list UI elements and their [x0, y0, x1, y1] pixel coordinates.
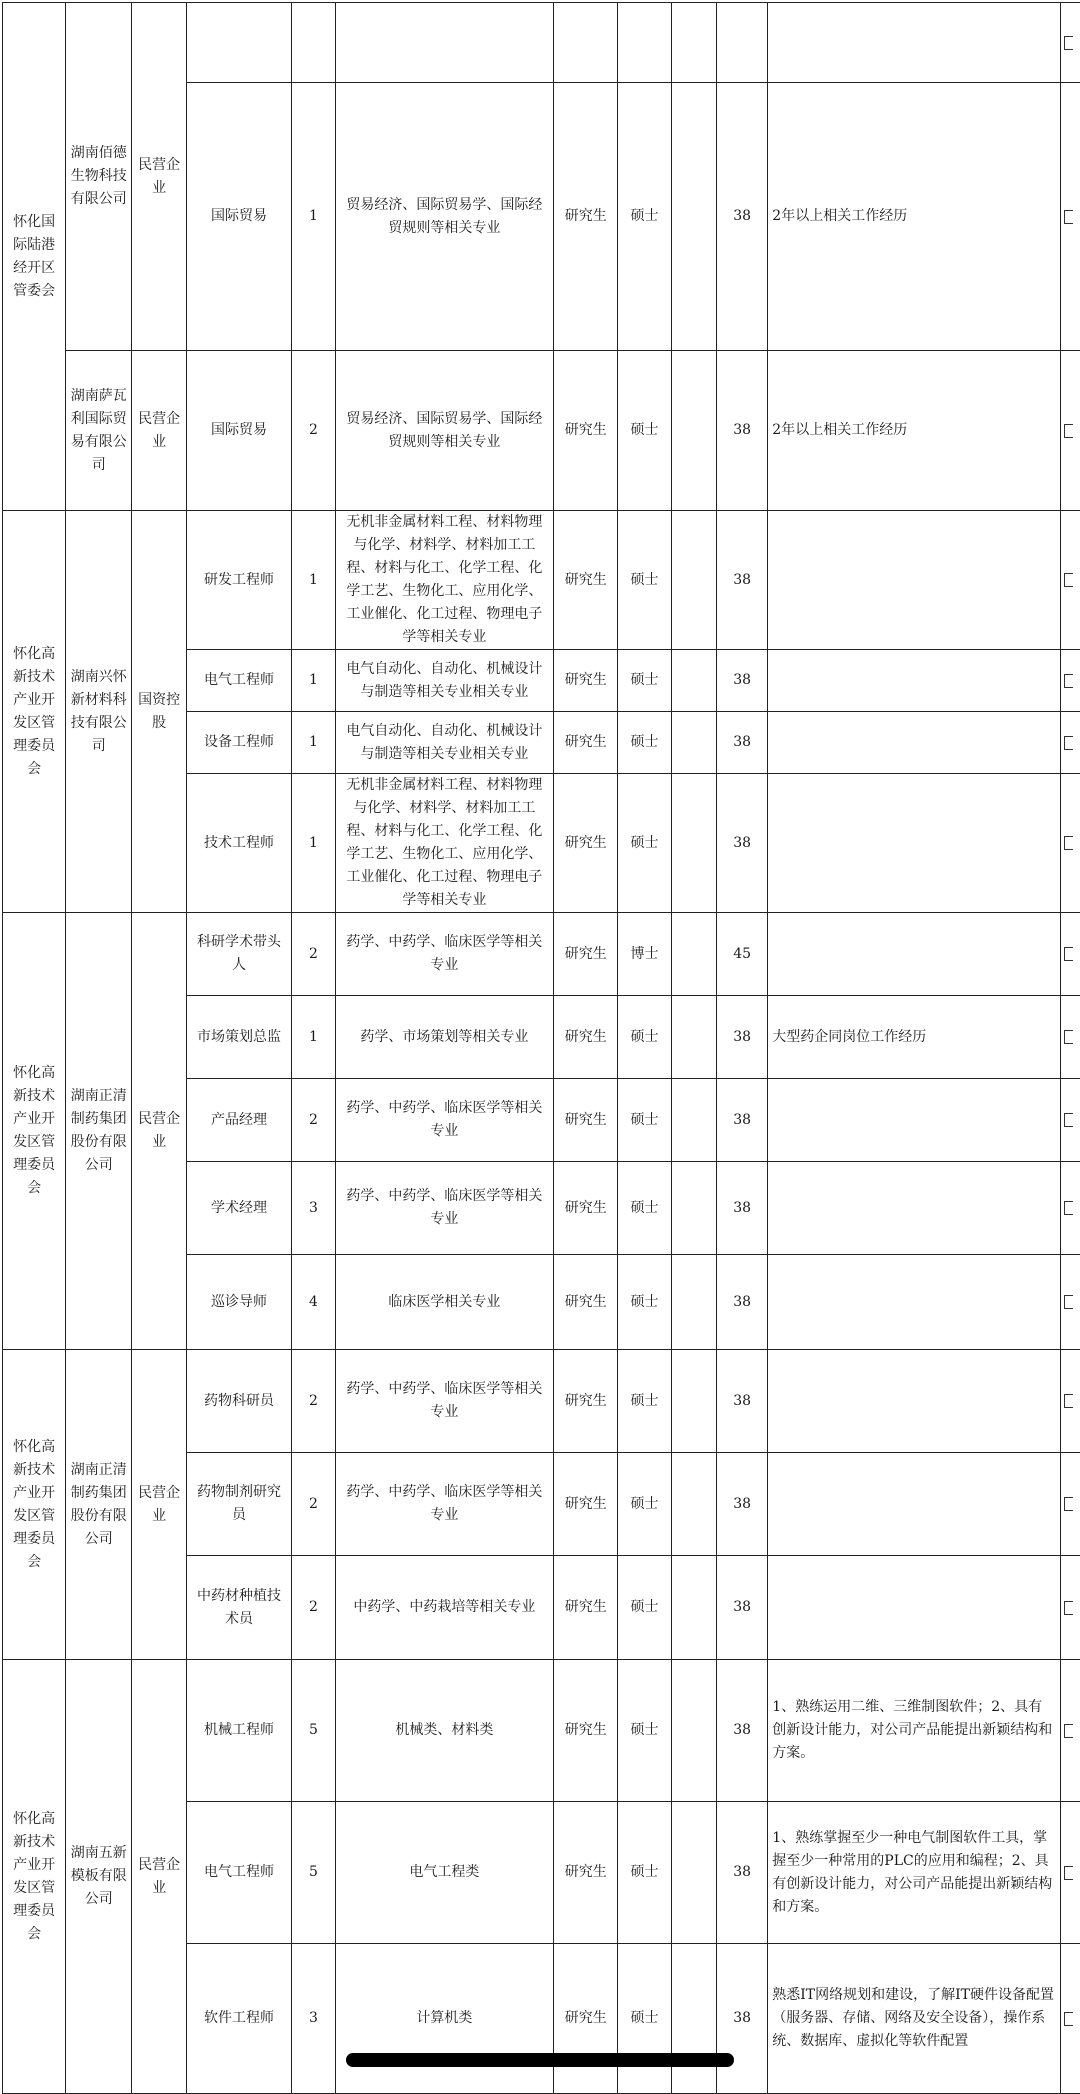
cut-off-text-mark [1064, 1866, 1073, 1880]
cut-off-text-mark [1064, 1201, 1073, 1215]
cut-off-text-mark [1064, 1113, 1073, 1127]
headcount [292, 3, 335, 83]
degree: 硕士 [618, 1453, 671, 1556]
cut-off-text-mark [1064, 210, 1073, 224]
cut-off-text-mark [1064, 1295, 1073, 1309]
education: 研究生 [554, 1660, 618, 1802]
major-requirement: 电气工程类 [335, 1802, 554, 1944]
headcount: 1 [292, 996, 335, 1079]
degree: 硕士 [618, 351, 671, 511]
degree: 硕士 [618, 83, 671, 351]
degree: 硕士 [618, 1944, 671, 2094]
blank-cell [671, 1556, 716, 1660]
position-title: 市场策划总监 [186, 996, 291, 1079]
blank-cell [671, 1255, 716, 1350]
education: 研究生 [554, 1453, 618, 1556]
department-cell: 怀化国际陆港经开区管委会 [3, 3, 66, 511]
blank-cell [671, 83, 716, 351]
headcount: 5 [292, 1660, 335, 1802]
table-row [3, 511, 1080, 650]
blank-cell [671, 511, 716, 650]
position-title: 科研学术带头人 [186, 913, 291, 996]
company-nature-cell: 民营企业 [132, 351, 186, 511]
education: 研究生 [554, 351, 618, 511]
blank-cell [671, 1944, 716, 2094]
age-limit: 38 [717, 1802, 768, 1944]
position-title: 药物科研员 [186, 1350, 291, 1453]
age-limit: 38 [717, 712, 768, 774]
truncated-column [1060, 1802, 1080, 1944]
truncated-column [1060, 1944, 1080, 2094]
cut-off-text-mark [1064, 1030, 1073, 1044]
truncated-column [1060, 1350, 1080, 1453]
headcount: 2 [292, 1350, 335, 1453]
major-requirement: 药学、中药学、临床医学等相关专业 [335, 913, 554, 996]
company-nature-cell: 民营企业 [132, 1350, 186, 1660]
age-limit: 38 [717, 996, 768, 1079]
other-requirement: 2年以上相关工作经历 [768, 83, 1060, 351]
blank-cell [671, 650, 716, 712]
education: 研究生 [554, 1556, 618, 1660]
age-limit: 38 [717, 351, 768, 511]
other-requirement [768, 1162, 1060, 1255]
major-requirement: 电气自动化、自动化、机械设计与制造等相关专业相关专业 [335, 650, 554, 712]
other-requirement [768, 1350, 1060, 1453]
age-limit: 38 [717, 1453, 768, 1556]
age-limit: 38 [717, 511, 768, 650]
age-limit: 38 [717, 774, 768, 913]
education: 研究生 [554, 774, 618, 913]
recruitment-table [2, 2, 1080, 2094]
education: 研究生 [554, 712, 618, 774]
major-requirement: 药学、中药学、临床医学等相关专业 [335, 1350, 554, 1453]
major-requirement: 药学、市场策划等相关专业 [335, 996, 554, 1079]
other-requirement [768, 1556, 1060, 1660]
position-title: 设备工程师 [186, 712, 291, 774]
education: 研究生 [554, 913, 618, 996]
degree: 硕士 [618, 712, 671, 774]
other-requirement: 熟悉IT网络规划和建设，了解IT硬件设备配置（服务器、存储、网络及安全设备），操作系统、数据库、虚拟化等软件配置 [768, 1944, 1060, 2094]
degree: 硕士 [618, 1079, 671, 1162]
education: 研究生 [554, 1350, 618, 1453]
cut-off-text-mark [1064, 36, 1073, 50]
education: 研究生 [554, 83, 618, 351]
education: 研究生 [554, 1802, 618, 1944]
position-title: 国际贸易 [186, 83, 291, 351]
other-requirement [768, 1255, 1060, 1350]
other-requirement [768, 511, 1060, 650]
position-title: 电气工程师 [186, 650, 291, 712]
cut-off-text-mark [1064, 1601, 1073, 1615]
truncated-column [1060, 650, 1080, 712]
major-requirement: 中药学、中药栽培等相关专业 [335, 1556, 554, 1660]
headcount: 1 [292, 774, 335, 913]
other-requirement [768, 3, 1060, 83]
position-title [186, 3, 291, 83]
headcount: 1 [292, 83, 335, 351]
major-requirement: 贸易经济、国际贸易学、国际经贸规则等相关专业 [335, 83, 554, 351]
age-limit: 38 [717, 650, 768, 712]
cut-off-text-mark [1064, 424, 1073, 438]
position-title: 机械工程师 [186, 1660, 291, 1802]
degree: 硕士 [618, 1802, 671, 1944]
major-requirement: 贸易经济、国际贸易学、国际经贸规则等相关专业 [335, 351, 554, 511]
major-requirement: 无机非金属材料工程、材料物理与化学、材料学、材料加工工程、材料与化工、化学工程、化学工艺、生物化工、应用化学、工业催化、化工过程、物理电子学等相关专业 [335, 774, 554, 913]
truncated-column [1060, 1162, 1080, 1255]
cut-off-text-mark [1064, 674, 1073, 688]
blank-cell [671, 712, 716, 774]
age-limit: 38 [717, 1350, 768, 1453]
education: 研究生 [554, 1255, 618, 1350]
company-name-cell: 湖南兴怀新材料科技有限公司 [66, 511, 132, 913]
position-title: 技术工程师 [186, 774, 291, 913]
blank-cell [671, 1350, 716, 1453]
cut-off-text-mark [1064, 573, 1073, 587]
home-indicator [346, 2053, 734, 2067]
headcount: 2 [292, 913, 335, 996]
headcount: 3 [292, 1162, 335, 1255]
position-title: 国际贸易 [186, 351, 291, 511]
headcount: 1 [292, 511, 335, 650]
truncated-column [1060, 1660, 1080, 1802]
degree: 硕士 [618, 1350, 671, 1453]
position-title: 巡诊导师 [186, 1255, 291, 1350]
cut-off-text-mark [1064, 836, 1073, 850]
headcount: 2 [292, 1453, 335, 1556]
department-cell: 怀化高新技术产业开发区管理委员会 [3, 1350, 66, 1660]
truncated-column [1060, 996, 1080, 1079]
degree: 硕士 [618, 1255, 671, 1350]
truncated-column [1060, 83, 1080, 351]
major-requirement: 无机非金属材料工程、材料物理与化学、材料学、材料加工工程、材料与化工、化学工程、化学工艺、生物化工、应用化学、工业催化、化工过程、物理电子学等相关专业 [335, 511, 554, 650]
truncated-column [1060, 3, 1080, 83]
other-requirement [768, 712, 1060, 774]
company-name-cell: 湖南五新模板有限公司 [66, 1660, 132, 2094]
headcount: 3 [292, 1944, 335, 2094]
truncated-column [1060, 1255, 1080, 1350]
other-requirement [768, 1453, 1060, 1556]
other-requirement [768, 650, 1060, 712]
degree: 硕士 [618, 996, 671, 1079]
blank-cell [671, 1802, 716, 1944]
other-requirement [768, 913, 1060, 996]
age-limit: 38 [717, 1660, 768, 1802]
cut-off-text-mark [1064, 947, 1073, 961]
degree: 硕士 [618, 1556, 671, 1660]
age-limit: 38 [717, 1944, 768, 2094]
blank-cell [671, 1079, 716, 1162]
table-row [3, 3, 1080, 83]
headcount: 4 [292, 1255, 335, 1350]
table-row [3, 1350, 1080, 1453]
blank-cell [671, 1162, 716, 1255]
truncated-column [1060, 774, 1080, 913]
company-nature-cell: 国资控股 [132, 511, 186, 913]
age-limit: 38 [717, 1255, 768, 1350]
education: 研究生 [554, 1944, 618, 2094]
truncated-column [1060, 511, 1080, 650]
truncated-column [1060, 1453, 1080, 1556]
truncated-column [1060, 1556, 1080, 1660]
degree: 硕士 [618, 511, 671, 650]
age-limit [717, 3, 768, 83]
position-title: 软件工程师 [186, 1944, 291, 2094]
other-requirement [768, 774, 1060, 913]
degree: 硕士 [618, 774, 671, 913]
blank-cell [671, 1660, 716, 1802]
truncated-column [1060, 1079, 1080, 1162]
cut-off-text-mark [1064, 1724, 1073, 1738]
major-requirement: 临床医学相关专业 [335, 1255, 554, 1350]
headcount: 1 [292, 712, 335, 774]
age-limit: 38 [717, 83, 768, 351]
major-requirement: 药学、中药学、临床医学等相关专业 [335, 1453, 554, 1556]
company-name-cell: 湖南正清制药集团股份有限公司 [66, 913, 132, 1350]
table-row [3, 351, 1080, 511]
major-requirement [335, 3, 554, 83]
blank-cell [671, 774, 716, 913]
position-title: 药物制剂研究员 [186, 1453, 291, 1556]
degree: 硕士 [618, 650, 671, 712]
major-requirement: 机械类、材料类 [335, 1660, 554, 1802]
blank-cell [671, 913, 716, 996]
major-requirement: 药学、中药学、临床医学等相关专业 [335, 1162, 554, 1255]
age-limit: 38 [717, 1079, 768, 1162]
company-nature-cell: 民营企业 [132, 913, 186, 1350]
table-row [3, 1660, 1080, 1802]
age-limit: 45 [717, 913, 768, 996]
degree: 硕士 [618, 1162, 671, 1255]
position-title: 学术经理 [186, 1162, 291, 1255]
other-requirement: 1、熟练掌握至少一种电气制图软件工具，掌握至少一种常用的PLC的应用和编程；2、具有创新设计能力，对公司产品能提出新颖结构和方案。 [768, 1802, 1060, 1944]
headcount: 2 [292, 1556, 335, 1660]
major-requirement: 计算机类 [335, 1944, 554, 2094]
age-limit: 38 [717, 1556, 768, 1660]
headcount: 5 [292, 1802, 335, 1944]
education: 研究生 [554, 1079, 618, 1162]
company-nature-cell: 民营企业 [132, 1660, 186, 2094]
education: 研究生 [554, 996, 618, 1079]
company-name-cell: 湖南佰德生物科技有限公司 [66, 3, 132, 351]
blank-cell [671, 351, 716, 511]
blank-cell [671, 996, 716, 1079]
education: 研究生 [554, 511, 618, 650]
position-title: 中药材种植技术员 [186, 1556, 291, 1660]
position-title: 电气工程师 [186, 1802, 291, 1944]
headcount: 1 [292, 650, 335, 712]
cut-off-text-mark [1064, 1394, 1073, 1408]
company-name-cell: 湖南正清制药集团股份有限公司 [66, 1350, 132, 1660]
degree [618, 3, 671, 83]
education [554, 3, 618, 83]
position-title: 产品经理 [186, 1079, 291, 1162]
department-cell: 怀化高新技术产业开发区管理委员会 [3, 1660, 66, 2094]
table-row [3, 913, 1080, 996]
degree: 博士 [618, 913, 671, 996]
other-requirement: 1、熟练运用二维、三维制图软件；2、具有创新设计能力，对公司产品能提出新颖结构和方案。 [768, 1660, 1060, 1802]
other-requirement [768, 1079, 1060, 1162]
age-limit: 38 [717, 1162, 768, 1255]
headcount: 2 [292, 1079, 335, 1162]
major-requirement: 药学、中药学、临床医学等相关专业 [335, 1079, 554, 1162]
headcount: 2 [292, 351, 335, 511]
truncated-column [1060, 351, 1080, 511]
blank-cell [671, 1453, 716, 1556]
other-requirement: 大型药企同岗位工作经历 [768, 996, 1060, 1079]
cut-off-text-mark [1064, 1497, 1073, 1511]
cut-off-text-mark [1064, 736, 1073, 750]
education: 研究生 [554, 1162, 618, 1255]
company-name-cell: 湖南萨瓦利国际贸易有限公司 [66, 351, 132, 511]
major-requirement: 电气自动化、自动化、机械设计与制造等相关专业相关专业 [335, 712, 554, 774]
truncated-column [1060, 712, 1080, 774]
company-nature-cell: 民营企业 [132, 3, 186, 351]
other-requirement: 2年以上相关工作经历 [768, 351, 1060, 511]
department-cell: 怀化高新技术产业开发区管理委员会 [3, 913, 66, 1350]
position-title: 研发工程师 [186, 511, 291, 650]
cut-off-text-mark [1064, 2012, 1073, 2026]
degree: 硕士 [618, 1660, 671, 1802]
department-cell: 怀化高新技术产业开发区管理委员会 [3, 511, 66, 913]
education: 研究生 [554, 650, 618, 712]
blank-cell [671, 3, 716, 83]
truncated-column [1060, 913, 1080, 996]
